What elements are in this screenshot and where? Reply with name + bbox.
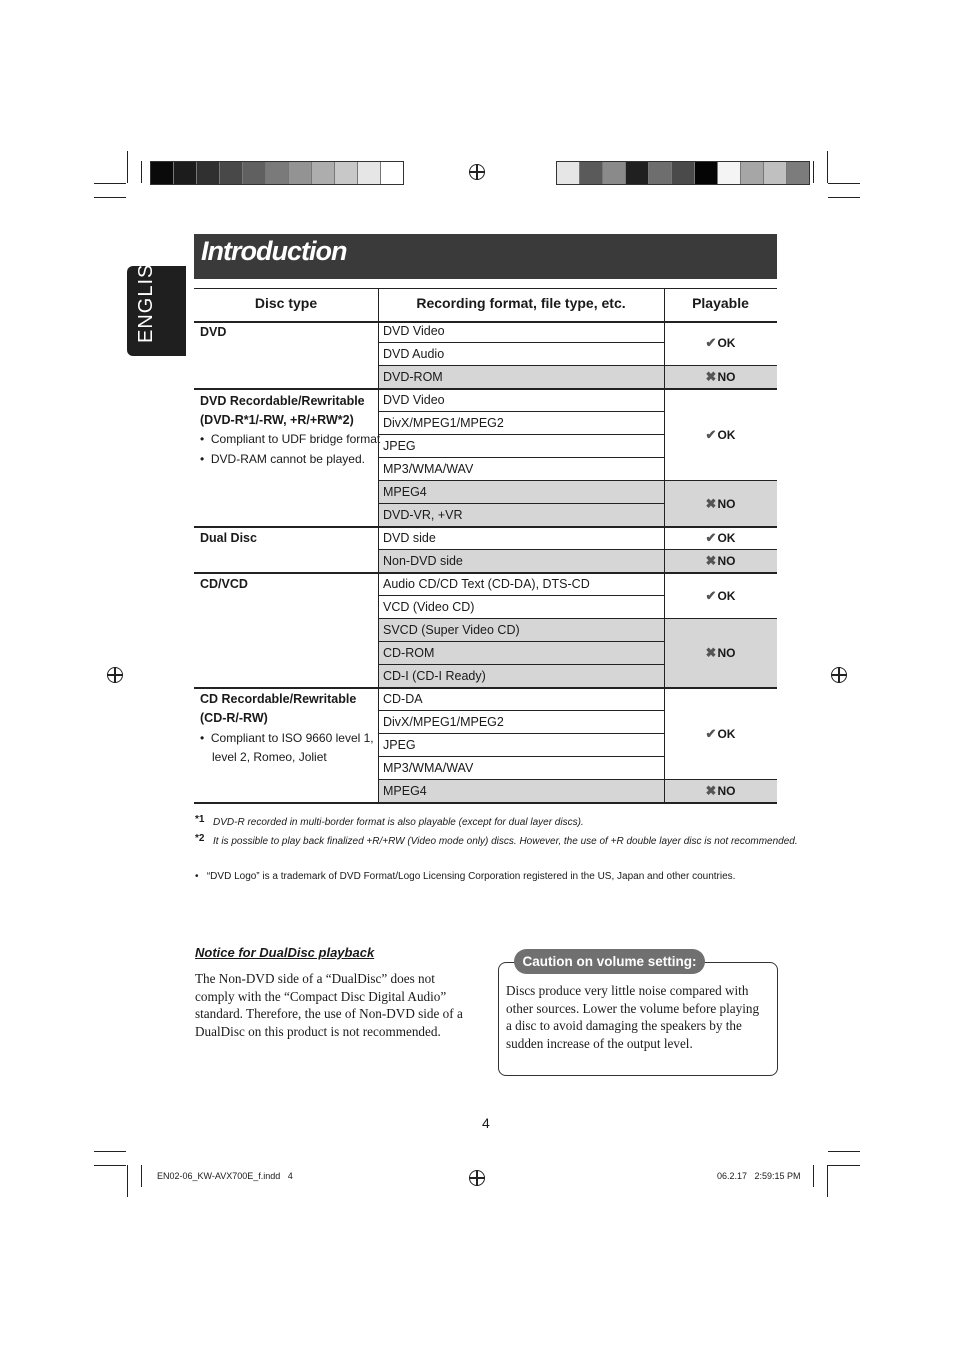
disc-type-cd-recordable-sub: (CD-R/-RW) — [200, 711, 268, 725]
playable-ok: ✔ OK — [705, 587, 736, 603]
disc-type-cd-vcd: CD/VCD — [200, 577, 248, 591]
crop-mark — [813, 161, 814, 183]
format-cell: MP3/WMA/WAV — [383, 462, 474, 476]
format-cell: DVD-VR, +VR — [383, 508, 463, 522]
page-title: Introduction — [201, 236, 347, 266]
format-cell: CD-DA — [383, 692, 423, 706]
footnote-1: *1 DVD-R recorded in multi-border format is also playable (except for dual layer discs). — [195, 814, 584, 828]
cross-icon: ✖ — [705, 369, 717, 384]
crop-mark — [127, 151, 128, 183]
format-cell: DivX/MPEG1/MPEG2 — [383, 715, 504, 729]
format-cell: DVD side — [383, 531, 436, 545]
header-recording-format: Recording format, file type, etc. — [416, 295, 626, 311]
footnote-2: *2 It is possible to play back finalized +R/+RW (Video mode only) discs. However, the use of +R double layer disc is not recommended. — [195, 833, 798, 847]
check-icon: ✔ — [705, 587, 717, 603]
language-tab-label: ENGLISH — [135, 248, 157, 343]
caution-heading: Caution on volume setting: — [514, 949, 705, 974]
registration-mark-icon — [107, 667, 123, 683]
table-header — [194, 288, 777, 323]
disc-type-dvd-recordable: DVD Recordable/Rewritable — [200, 394, 365, 408]
disc-type-dual-disc: Dual Disc — [200, 531, 257, 545]
crop-mark — [827, 1165, 828, 1197]
caution-body: Discs produce very little noise compared with other sources. Lower the volume before playing a disc to avoid damaging the speakers by the sudden increase of the output level. — [506, 983, 760, 1051]
format-cell: MPEG4 — [383, 784, 427, 798]
registration-mark-icon — [469, 1170, 485, 1186]
slug-right: 06.2.17 2:59:15 PM — [717, 1171, 801, 1181]
format-cell: DVD Audio — [383, 347, 445, 361]
playable-no: ✖ NO — [705, 495, 736, 511]
color-bar-right — [556, 161, 810, 185]
header-disc-type: Disc type — [254, 295, 318, 311]
playable-no: ✖ NO — [705, 553, 736, 568]
check-icon: ✔ — [705, 426, 717, 442]
format-cell: DVD-ROM — [383, 370, 443, 384]
registration-mark-icon — [469, 164, 485, 180]
format-cell: VCD (Video CD) — [383, 600, 475, 614]
disc-type-table — [194, 288, 777, 803]
cross-icon: ✖ — [705, 495, 717, 511]
crop-mark — [94, 1165, 126, 1166]
crop-mark — [828, 1165, 860, 1166]
language-tab — [127, 248, 186, 356]
playable-no: ✖ NO — [705, 783, 736, 798]
trademark-note: • “DVD Logo” is a trademark of DVD Format/Logo Licensing Corporation registered in the US, Japan and other countries. — [195, 871, 736, 882]
color-bar-left — [150, 161, 404, 185]
disc-type-dvd: DVD — [200, 325, 227, 339]
playable-ok: ✔ OK — [705, 334, 736, 350]
crop-mark — [94, 197, 126, 198]
crop-mark — [827, 151, 828, 183]
crop-mark — [141, 1165, 142, 1187]
note-item: • Compliant to ISO 9660 level 1, — [200, 731, 374, 745]
header-playable: Playable — [692, 295, 749, 311]
playable-ok: ✔ OK — [705, 530, 736, 545]
registration-mark-icon — [831, 667, 847, 683]
cross-icon: ✖ — [705, 783, 717, 798]
note-item: • Compliant to UDF bridge format — [200, 432, 381, 446]
crop-mark — [94, 183, 126, 184]
playable-ok: ✔ OK — [705, 725, 736, 741]
crop-mark — [828, 1151, 860, 1152]
check-icon: ✔ — [705, 725, 717, 741]
check-icon: ✔ — [705, 334, 717, 350]
disc-type-dvd-recordable-sub: (DVD-R*1/-RW, +R/+RW*2) — [200, 413, 354, 427]
format-cell: DVD Video — [383, 324, 445, 338]
crop-mark — [127, 1165, 128, 1197]
format-cell: JPEG — [383, 439, 416, 453]
format-cell: SVCD (Super Video CD) — [383, 623, 520, 637]
format-cell: DivX/MPEG1/MPEG2 — [383, 416, 504, 430]
crop-mark — [94, 1151, 126, 1152]
disc-type-cd-recordable: CD Recordable/Rewritable — [200, 692, 357, 706]
format-cell: MP3/WMA/WAV — [383, 761, 474, 775]
crop-mark — [141, 161, 142, 183]
format-cell: MPEG4 — [383, 485, 427, 499]
page-number: 4 — [482, 1115, 490, 1131]
playable-no: ✖ NO — [705, 369, 736, 384]
playable-no: ✖ NO — [705, 645, 736, 660]
format-cell: DVD Video — [383, 393, 445, 407]
crop-mark — [828, 183, 860, 184]
check-icon: ✔ — [705, 530, 717, 545]
cross-icon: ✖ — [705, 553, 717, 568]
format-cell: Non-DVD side — [383, 554, 463, 568]
format-cell: CD-I (CD-I Ready) — [383, 669, 486, 683]
note-item: level 2, Romeo, Joliet — [212, 750, 327, 764]
format-cell: Audio CD/CD Text (CD-DA), DTS-CD — [383, 577, 590, 591]
cross-icon: ✖ — [705, 645, 717, 660]
crop-mark — [828, 197, 860, 198]
format-cell: CD-ROM — [383, 646, 435, 660]
crop-mark — [813, 1165, 814, 1187]
title-bar — [194, 234, 777, 279]
notice-heading: Notice for DualDisc playback — [195, 945, 375, 960]
playable-ok: ✔ OK — [705, 426, 736, 442]
notice-body: The Non-DVD side of a “DualDisc” does not comply with the “Compact Disc Digital Audio” standard. Therefore, the use of Non-DVD side of a DualDisc on this product is not recommended. — [195, 971, 463, 1039]
note-item: • DVD-RAM cannot be played. — [200, 452, 365, 466]
format-cell: JPEG — [383, 738, 416, 752]
slug-left: EN02-06_KW-AVX700E_f.indd 4 — [157, 1171, 293, 1181]
